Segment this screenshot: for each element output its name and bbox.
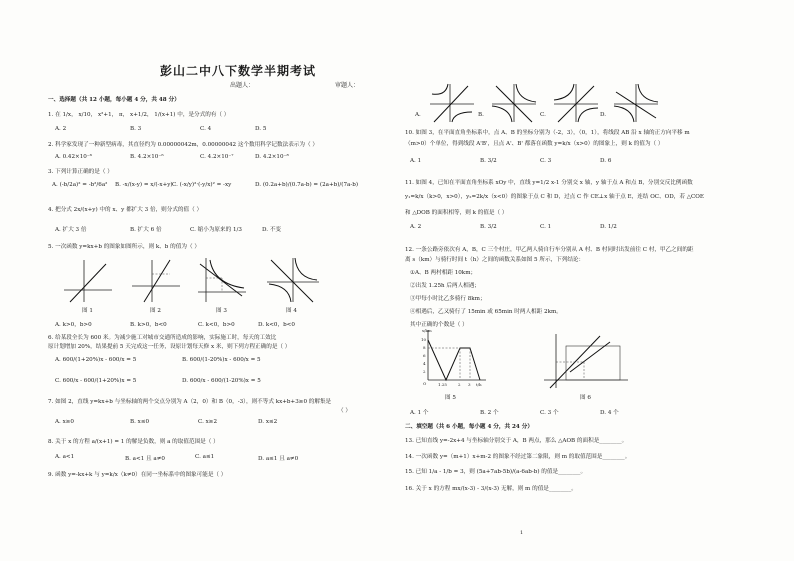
fig5-y-tick-6: 6 [423, 353, 426, 358]
q7-option-c: C. x≥2 [198, 419, 218, 425]
q9-graph-a [428, 82, 476, 124]
q5-figure-2-caption: 图 2 [150, 308, 161, 314]
fig5-x-tick-1-25: 1.25 [438, 382, 447, 387]
q7-option-d: D. x≤2 [258, 419, 278, 425]
q11-option-b: B. 3/2 [480, 224, 497, 230]
q5-option-a: A. k>0，b>0 [55, 322, 92, 328]
q3-option-a: A. (-b/2a)² = -b²/6a² [52, 182, 108, 188]
q9-graph-d [612, 82, 660, 124]
q9-graph-c [552, 82, 600, 124]
question-11-line-2: y₁=k/x（k>0，x>0），y₂=2k/x（x<0）的图象于点 C 和 D，过点 C 作 CE⊥x 轴于点 E，连结 OC、OD，若 △COE [405, 194, 704, 200]
q12-option-a: A. 1 个 [410, 410, 429, 416]
q11-option-c: C. 1 [540, 224, 552, 230]
question-9: 9. 函数 y=-kx+k 与 y=k/x（k≠0）在同一坐标系中的图象可能是（ ） [48, 472, 227, 478]
page-title: 彭山二中八下数学半期考试 [160, 64, 317, 78]
question-11-line-3: 和 △DOB 的面积相等，则 k 的值是（ ） [405, 210, 508, 216]
fig5-x-label: t/h [476, 382, 482, 387]
question-4: 4. 把分式 2x/(x+y) 中的 x、y 都扩大 3 倍，则分式的值（ ） [48, 207, 203, 213]
q2-option-a: A. 0.42×10⁻⁶ [55, 154, 93, 160]
q10-option-d: D. 6 [600, 158, 612, 164]
q12-figure-5 [418, 328, 488, 388]
q12-option-c: C. 3 个 [540, 410, 559, 416]
fig5-y-tick-4: 4 [423, 361, 426, 366]
q12-figure-6 [540, 332, 630, 390]
q4-option-b: B. 扩大 6 倍 [130, 227, 162, 233]
q4-option-c: C. 缩小为原来的 1/3 [190, 227, 242, 233]
q6-option-b: B. 600/(1-20%)x - 600/x = 5 [182, 357, 261, 363]
q1-option-c: C. 4 [200, 126, 212, 132]
q10-option-a: A. 1 [410, 158, 422, 164]
question-7-line-2: （ ） [338, 408, 351, 414]
fig5-caption: 图 5 [445, 395, 456, 401]
fig5-y-label: s/km [422, 328, 432, 333]
question-12-line-2: 离 s（km）与骑行时间 t（h）之间的函数关系如图 5 所示，下列结论： [405, 257, 585, 263]
q5-option-b: B. k>0，b<0 [130, 322, 167, 328]
question-15: 15. 已知 1/a - 1/b = 3，则 (5a+7ab-5b)/(a-6ab-b) 的值是________。 [405, 469, 587, 475]
section-2-heading: 二、填空题（共 6 小题，每小题 4 分，共 24 分） [405, 424, 533, 430]
q8-option-c: C. a≤1 [195, 454, 215, 460]
fig6-caption: 图 6 [580, 395, 591, 401]
question-6-line-1: 6. 给某段全长为 600 米。为减少施工对城市交通所造成的影响，实际施工时，每天的工效比 [48, 335, 277, 341]
q5-figure-1-caption: 图 1 [82, 308, 93, 314]
q6-option-c: C. 600/x - 600/(1+20%)x = 5 [55, 378, 137, 384]
q5-figure-3-caption: 图 3 [216, 308, 227, 314]
q12-statement-4: ④相遇后，乙又骑行了 15min 或 65min 时两人相距 2km。 [410, 309, 562, 315]
question-10-line-1: 10. 如图 3，在平面直角坐标系中，点 A、B 的坐标分别为（-2，3），（0，1），将线段 AB 沿 x 轴的正方向平移 m [405, 130, 690, 136]
q1-option-a: A. 2 [55, 126, 67, 132]
author-label: 出题人： [230, 82, 255, 89]
q12-option-b: B. 2 个 [480, 410, 499, 416]
question-12-line-1: 12. 一条公路旁依次有 A，B，C 三个村庄，甲乙两人骑自行车分别从 A 村、B 村同时出发前往 C 村，甲乙之间的距 [405, 247, 694, 253]
q10-option-b: B. 3/2 [480, 158, 497, 164]
q12-statement-2: ②出发 1.25h 后两人相遇； [410, 283, 480, 289]
fig5-origin: O [423, 381, 427, 386]
q10-option-c: C. 3 [540, 158, 552, 164]
q5-option-c: C. k<0，b>0 [198, 322, 235, 328]
q6-option-d: D. 600/x - 600/(1-20%)x = 5 [182, 378, 261, 384]
question-2: 2. 科学家发现了一种新型病毒，其直径约为 0.00000042m，0.00000042 这个数用科学记数法表示为（ ） [48, 142, 318, 148]
fig5-y-tick-10: 10 [421, 337, 427, 342]
q8-option-b: B. a<1 且 a≠0 [125, 456, 165, 462]
q2-option-d: D. 4.2×10⁻⁸ [255, 154, 289, 160]
q11-option-a: A. 2 [410, 224, 422, 230]
fig5-x-tick-2: 2 [458, 382, 461, 387]
question-7-line-1: 7. 如图 2，直线 y=kx+b 与坐标轴的两个交点分别为 A（2，0）和 B（0，-3），则不等式 kx+b+3≥0 的解集是 [48, 399, 332, 405]
question-11-line-1: 11. 如图 4，已知在平面直角坐标系 xOy 中，直线 y=1/2 x-1 分别交 x 轴，y 轴于点 A 和点 B，分别交反比例函数 [405, 180, 693, 186]
question-3: 3. 下列计算正确的是（ ） [48, 169, 113, 175]
fig5-y-tick-2: 2 [423, 369, 426, 374]
q8-option-a: A. a<1 [55, 454, 75, 460]
q1-option-d: D. 5 [255, 126, 267, 132]
q11-option-d: D. 1/2 [600, 224, 617, 230]
question-8: 8. 关于 x 的方程 a/(x+1) = 1 的解是负数，则 a 的取值范围是（ ） [48, 439, 219, 445]
page-number: 1 [520, 530, 524, 536]
q5-figure-1 [62, 258, 114, 303]
q2-option-c: C. 4.2×10⁻⁷ [200, 154, 234, 160]
question-14: 14. 一次函数 y=（m+1）x+m-2 的图象不经过第二象限，则 m 的取值范围是________。 [405, 454, 631, 460]
q4-option-d: D. 不变 [262, 227, 282, 233]
q9-option-b: B. [478, 112, 484, 118]
q5-figure-3 [196, 256, 248, 303]
question-6-line-2: 原计划增加 20%，结果提前 5 天完成这一任务，设原计划每天修 x 米，则下列方程正确的是（ ） [48, 344, 291, 350]
q4-option-a: A. 扩大 3 倍 [55, 227, 87, 233]
reviewer-label: 审题人： [335, 82, 360, 89]
q3-option-d: D. (0.2a+b)/(0.7a-b) = (2a+b)/(7a-b) [255, 182, 359, 188]
q9-graph-b [490, 82, 538, 124]
q12-option-d: D. 4 个 [600, 410, 619, 416]
q5-figure-2 [130, 258, 182, 303]
section-1-heading: 一、选择题（共 12 小题，每小题 4 分，共 48 分） [48, 97, 180, 103]
q9-option-a: A. [415, 112, 421, 118]
q5-option-d: D. k<0，b<0 [258, 322, 295, 328]
q12-statement-1: ①A、B 两村相距 10km； [410, 270, 477, 276]
q3-option-c: C. (-x/y)²·(-y/x)² = -xy [172, 182, 232, 188]
question-10-line-2: （m>0）个单位，得到线段 A'B'，且点 A'、B' 都落在函数 y=k/x（x>0）的图象上，则 k 的值为（ ） [405, 141, 664, 147]
q7-option-b: B. x≤0 [130, 419, 150, 425]
fig5-y-tick-8: 8 [423, 345, 426, 350]
q5-figure-4 [265, 256, 320, 304]
q8-option-d: D. a≤1 且 a≠0 [258, 456, 299, 462]
q1-option-b: B. 3 [130, 126, 142, 132]
q12-question: 其中正确的个数是（ ） [410, 322, 468, 328]
q9-option-d: D. [600, 112, 607, 118]
question-16: 16. 关于 x 的方程 mx/(x-3) - 3/(x-3) 无解，则 m 的值是________。 [405, 486, 577, 492]
q7-option-a: A. x≥0 [55, 419, 74, 425]
q2-option-b: B. 4.2×10⁻⁶ [130, 154, 164, 160]
q12-statement-3: ③甲每小时比乙多骑行 8km； [410, 296, 486, 302]
question-13: 13. 已知直线 y=-2x+4 与坐标轴分别交于 A，B 两点，那么 △AOB 的面积是________。 [405, 438, 628, 444]
q3-option-b: B. -x/(x-y) = x/(-x+y) [115, 182, 173, 188]
q5-figure-4-caption: 图 4 [286, 308, 297, 314]
q6-option-a: A. 600/(1+20%)x - 600/x = 5 [55, 357, 137, 363]
fig5-x-tick-3: 3 [468, 382, 471, 387]
q9-option-c: C. [540, 112, 546, 118]
question-1: 1. 在 1/x， x/10， x²+1， π， x+1/2， 1/(x+1) 中，是分式的有（ ） [48, 112, 230, 118]
question-5: 5. 一次函数 y=kx+b 的图象如图所示，则 k、b 的值为（ ） [48, 244, 200, 250]
